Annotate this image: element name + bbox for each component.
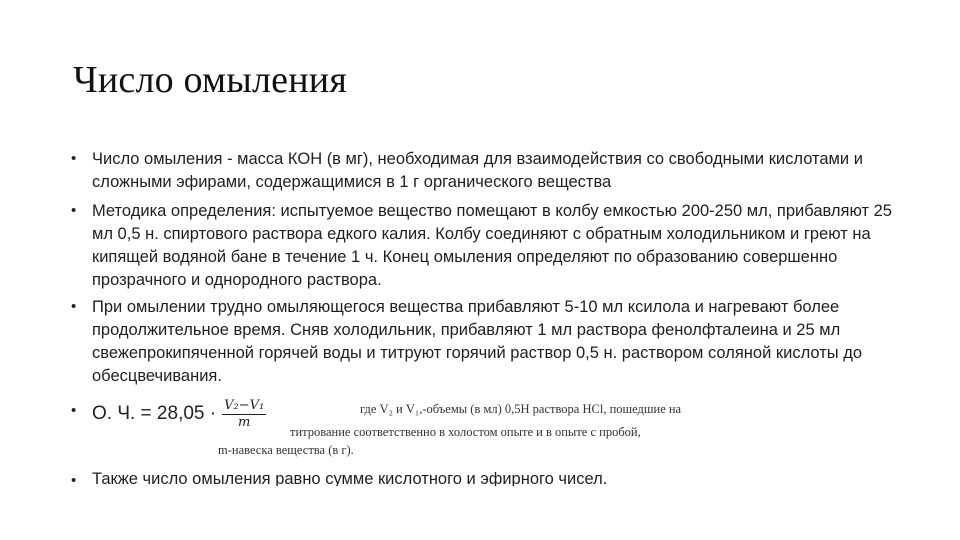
formula-lhs: О. Ч. = 28,05 · bbox=[92, 403, 217, 424]
bullet-method: Методика определения: испытуемое вещество помещают в колбу емкостью 200-250 мл, прибавляют 25 мл 0,5 н. спиртового раствора едкого калия. Колбу соединяют с обратным холодильником и греют на кипящей водяной бане в течение 1 ч. Конец омыления определяют по образованию совершенно прозрачного и однородного раствора. bbox=[92, 202, 892, 289]
bullet-definition: Число омыления - масса КОН (в мг), необходимая для взаимодействия со свободными кислотами и сложными эфирами, содержащимися в 1 г органического вещества bbox=[92, 150, 863, 191]
slide-title: Число омыления bbox=[73, 59, 347, 101]
bullet-sum-of-numbers: Также число омыления равно сумме кислотного и эфирного чисел. bbox=[92, 470, 608, 486]
bullet-hard-saponification: При омылении трудно омыляющегося вещества прибавляют 5-10 мл ксилола и нагревают более продолжительное время. Сняв холодильник, прибавляют 1 мл раствора фенолфталеина и 25 мл свежепрокипяченной горячей воды и титруют горячий раствор 0,5 н. раствором соляной кислоты до обесцвечивания. bbox=[92, 298, 862, 385]
bullet-marker: • bbox=[71, 298, 77, 315]
saponification-formula bbox=[92, 394, 266, 434]
bullet-marker: • bbox=[71, 402, 77, 419]
bullet-marker: • bbox=[71, 202, 77, 219]
formula-note-line2: титрование соответственно в холостом опыте и в опыте с пробой, bbox=[290, 425, 641, 439]
formula-numerator: V₂−V₁ bbox=[224, 397, 265, 413]
formula-note-line3: m-навеска вещества (в г). bbox=[218, 443, 354, 457]
formula-fraction bbox=[222, 398, 266, 431]
formula-note-line1: где V₂ и V₁,-объемы (в мл) 0,5Н раствора HCl, пошедшие на bbox=[360, 402, 682, 416]
bullet-marker: • bbox=[71, 150, 77, 167]
bullet-marker: • bbox=[71, 472, 77, 489]
formula-denominator: m bbox=[237, 414, 251, 430]
